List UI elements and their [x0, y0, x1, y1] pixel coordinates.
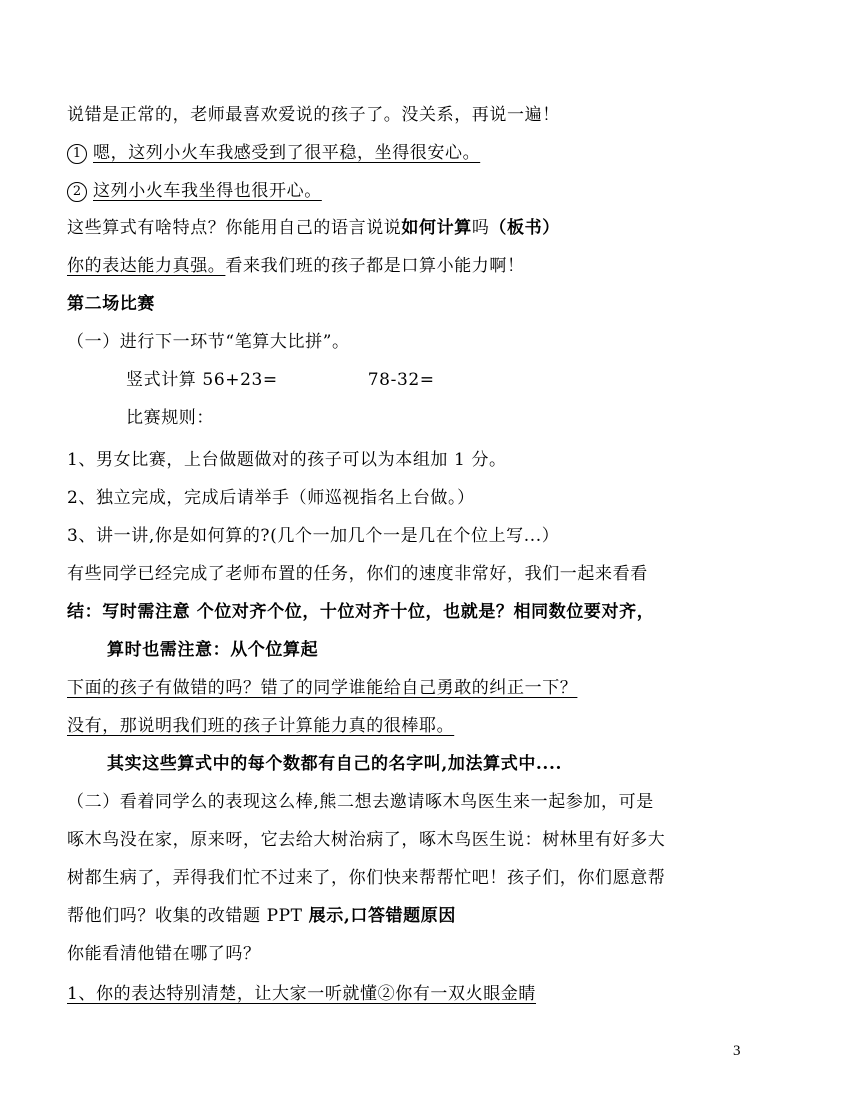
underlined-text: 1、你的表达特别清楚，让大家一听就懂②你有一双火眼金睛 [67, 984, 537, 1004]
text: 啄木鸟没在家，原来呀，它去给大树治病了，啄木鸟医生说：树林里有好多大 [67, 830, 666, 850]
underlined-text: 下面的孩子有做错的吗？错了的同学谁能给自己勇敢的纠正一下？ [67, 678, 578, 698]
page-number: 3 [733, 1043, 741, 1059]
text: 看来我们班的孩子都是口算小能力啊！ [225, 256, 525, 276]
text: 吗 [471, 218, 490, 238]
bold-text: 展示,口答错题原因 [308, 906, 456, 926]
summary-line [107, 638, 318, 662]
paragraph-line [67, 904, 456, 928]
text-line [67, 216, 560, 240]
bold-text: （板书） [489, 218, 560, 238]
text-line [67, 942, 261, 966]
bold-text: 结：写时需注意 个位对齐个位，十位对齐十位，也就是？相同数位要对齐， [67, 602, 655, 622]
text-line [67, 714, 454, 738]
heading-text: 第二场比赛 [67, 294, 155, 314]
paragraph-line [67, 828, 665, 852]
paragraph-line [67, 866, 665, 890]
underlined-text: 没有，那说明我们班的孩子计算能力真的很棒耶。 [67, 716, 455, 736]
underlined-text: 你的表达能力真强。 [67, 256, 226, 276]
rule-item [67, 486, 475, 510]
bold-text: 如何计算 [401, 218, 472, 238]
text: 3、讲一讲,你是如何算的?(几个一加几个一是几在个位上写...） [67, 526, 560, 546]
bold-text: 算时也需注意：从个位算起 [107, 640, 319, 660]
equation-2: 78-32= [367, 370, 435, 390]
rule-item [67, 524, 559, 548]
text: 帮他们吗？收集的改错题 PPT [67, 906, 309, 926]
section-heading [67, 292, 155, 316]
text-line [67, 562, 648, 586]
paragraph-line [67, 790, 654, 814]
text: 你能看清他错在哪了吗？ [67, 944, 261, 964]
text: 树都生病了，弄得我们忙不过来了，你们快来帮帮忙吧！孩子们，你们愿意帮 [67, 868, 666, 888]
underlined-text: 嗯，这列小火车我感受到了很平稳，坐得很安心。 [93, 143, 481, 163]
text: 1、男女比赛，上台做题做对的孩子可以为本组加 1 分。 [67, 450, 507, 470]
equation-line [126, 368, 435, 392]
text-line [67, 676, 577, 700]
rule-item [67, 448, 507, 472]
equation-1: 竖式计算 56+23= [126, 370, 278, 390]
text: 比赛规则： [126, 408, 214, 428]
text: 这些算式有啥特点？你能用自己的语言说说 [67, 218, 402, 238]
text-line [67, 982, 536, 1006]
circled-number-1: 1 [67, 144, 87, 164]
numbered-line [67, 141, 480, 165]
circled-number-2: 2 [67, 182, 87, 202]
text: 说错是正常的，老师最喜欢爱说的孩子了。没关系，再说一遍！ [67, 105, 560, 125]
underlined-text: 这列小火车我坐得也很开心。 [93, 181, 322, 201]
text-line [67, 254, 525, 278]
bold-line [107, 752, 562, 776]
text: 2、独立完成，完成后请举手（师巡视指名上台做。） [67, 488, 475, 508]
summary-line [67, 600, 654, 624]
text-line [126, 406, 214, 430]
text-line [67, 103, 560, 127]
text: （二）看着同学么的表现这么棒,熊二想去邀请啄木鸟医生来一起参加，可是 [67, 792, 654, 812]
text: 有些同学已经完成了老师布置的任务，你们的速度非常好，我们一起来看看 [67, 564, 648, 584]
text: （一）进行下一环节“笔算大比拼”。 [67, 332, 350, 352]
text-line [67, 330, 350, 354]
numbered-line [67, 179, 322, 203]
bold-text: 其实这些算式中的每个数都有自己的名字叫,加法算式中.... [107, 754, 562, 774]
